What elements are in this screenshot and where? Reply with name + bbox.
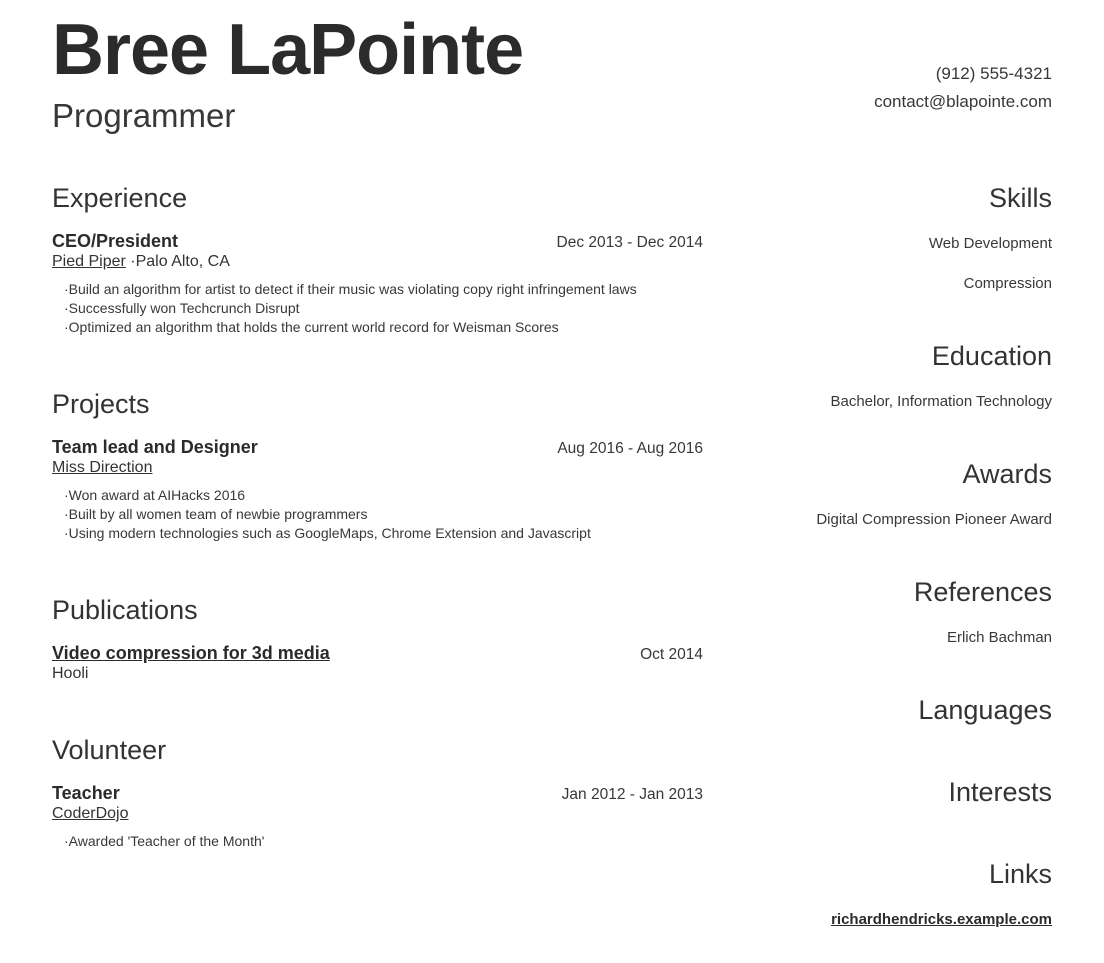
section-skills — [703, 182, 1052, 294]
entry-title: Team lead and Designer — [52, 437, 258, 457]
person-job-title: Programmer — [52, 97, 236, 134]
section-heading-interests: Interests — [948, 777, 1052, 807]
skill-item: Web Development — [928, 235, 1052, 252]
project-entry — [52, 438, 703, 543]
entry-org-line — [52, 252, 703, 271]
header-identity — [52, 12, 523, 136]
entry-org-line — [52, 804, 703, 823]
section-heading-projects: Projects — [52, 389, 150, 419]
bullet-item: · Won award at AIHacks 2016 — [64, 486, 703, 505]
reference-item: Erlich Bachman — [946, 629, 1052, 646]
organization-link[interactable]: Miss Direction — [52, 459, 153, 476]
resume-header — [52, 12, 1052, 136]
section-education — [703, 340, 1052, 412]
entry-bullets — [52, 486, 703, 543]
section-heading-references: References — [913, 577, 1052, 607]
entry-bullets — [52, 280, 703, 337]
section-experience — [52, 182, 703, 337]
organization-link[interactable]: Pied Piper — [52, 253, 126, 270]
organization-link[interactable]: CoderDojo — [52, 805, 129, 822]
sidebar-column — [703, 182, 1052, 963]
phone-number: (912) 555-4321 — [935, 64, 1052, 83]
entry-location: · Palo Alto, CA — [126, 253, 230, 270]
resume-body — [52, 182, 1052, 963]
entry-title: CEO/President — [52, 231, 179, 251]
bullet-item: · Successfully won Techcrunch Disrupt — [64, 299, 703, 318]
publisher-name: Hooli — [52, 665, 89, 682]
entry-head — [52, 784, 703, 804]
section-links — [703, 858, 1052, 930]
bullet-item: · Built by all women team of newbie programmers — [64, 505, 703, 524]
section-heading-awards: Awards — [962, 459, 1052, 489]
section-heading-languages: Languages — [918, 695, 1052, 725]
entry-head — [52, 438, 703, 458]
section-heading-volunteer: Volunteer — [52, 735, 167, 765]
section-projects — [52, 388, 703, 543]
entry-date: Aug 2016 - Aug 2016 — [557, 440, 703, 457]
entry-bullets — [52, 832, 703, 851]
publication-title-link[interactable]: Video compression for 3d media — [52, 643, 330, 663]
bullet-item: · Awarded 'Teacher of the Month' — [64, 832, 703, 851]
entry-org-line — [52, 458, 703, 477]
education-item: Bachelor, Information Technology — [830, 393, 1052, 410]
entry-head — [52, 232, 703, 252]
experience-entry — [52, 232, 703, 337]
entry-title: Teacher — [52, 783, 120, 803]
entry-date: Dec 2013 - Dec 2014 — [556, 234, 703, 251]
bullet-item: · Build an algorithm for artist to detect if their music was violating copy right infringement laws — [64, 280, 703, 299]
main-column — [52, 182, 703, 963]
contact-info — [874, 12, 1052, 136]
section-heading-skills: Skills — [988, 183, 1052, 213]
award-item: Digital Compression Pioneer Award — [816, 511, 1052, 528]
entry-head — [52, 644, 703, 664]
email-address: contact@blapointe.com — [874, 92, 1052, 111]
section-publications — [52, 594, 703, 683]
volunteer-entry — [52, 784, 703, 851]
section-heading-publications: Publications — [52, 595, 198, 625]
entry-date: Oct 2014 — [640, 646, 703, 663]
section-heading-experience: Experience — [52, 183, 188, 213]
section-heading-education: Education — [931, 341, 1052, 371]
section-awards — [703, 458, 1052, 530]
publication-entry — [52, 644, 703, 683]
section-references — [703, 576, 1052, 648]
section-volunteer — [52, 734, 703, 851]
bullet-item: · Using modern technologies such as GoogleMaps, Chrome Extension and Javascript — [64, 524, 703, 543]
section-languages — [703, 694, 1052, 726]
bullet-item: · Optimized an algorithm that holds the current world record for Weisman Scores — [64, 318, 703, 337]
link-item — [703, 910, 1052, 930]
entry-date: Jan 2012 - Jan 2013 — [561, 786, 703, 803]
person-name: Bree LaPointe — [52, 10, 524, 90]
skill-item: Compression — [963, 275, 1052, 292]
personal-website-link[interactable]: richardhendricks.example.com — [831, 911, 1052, 928]
section-interests — [703, 776, 1052, 808]
entry-org-line — [52, 664, 703, 683]
section-heading-links: Links — [988, 859, 1052, 889]
